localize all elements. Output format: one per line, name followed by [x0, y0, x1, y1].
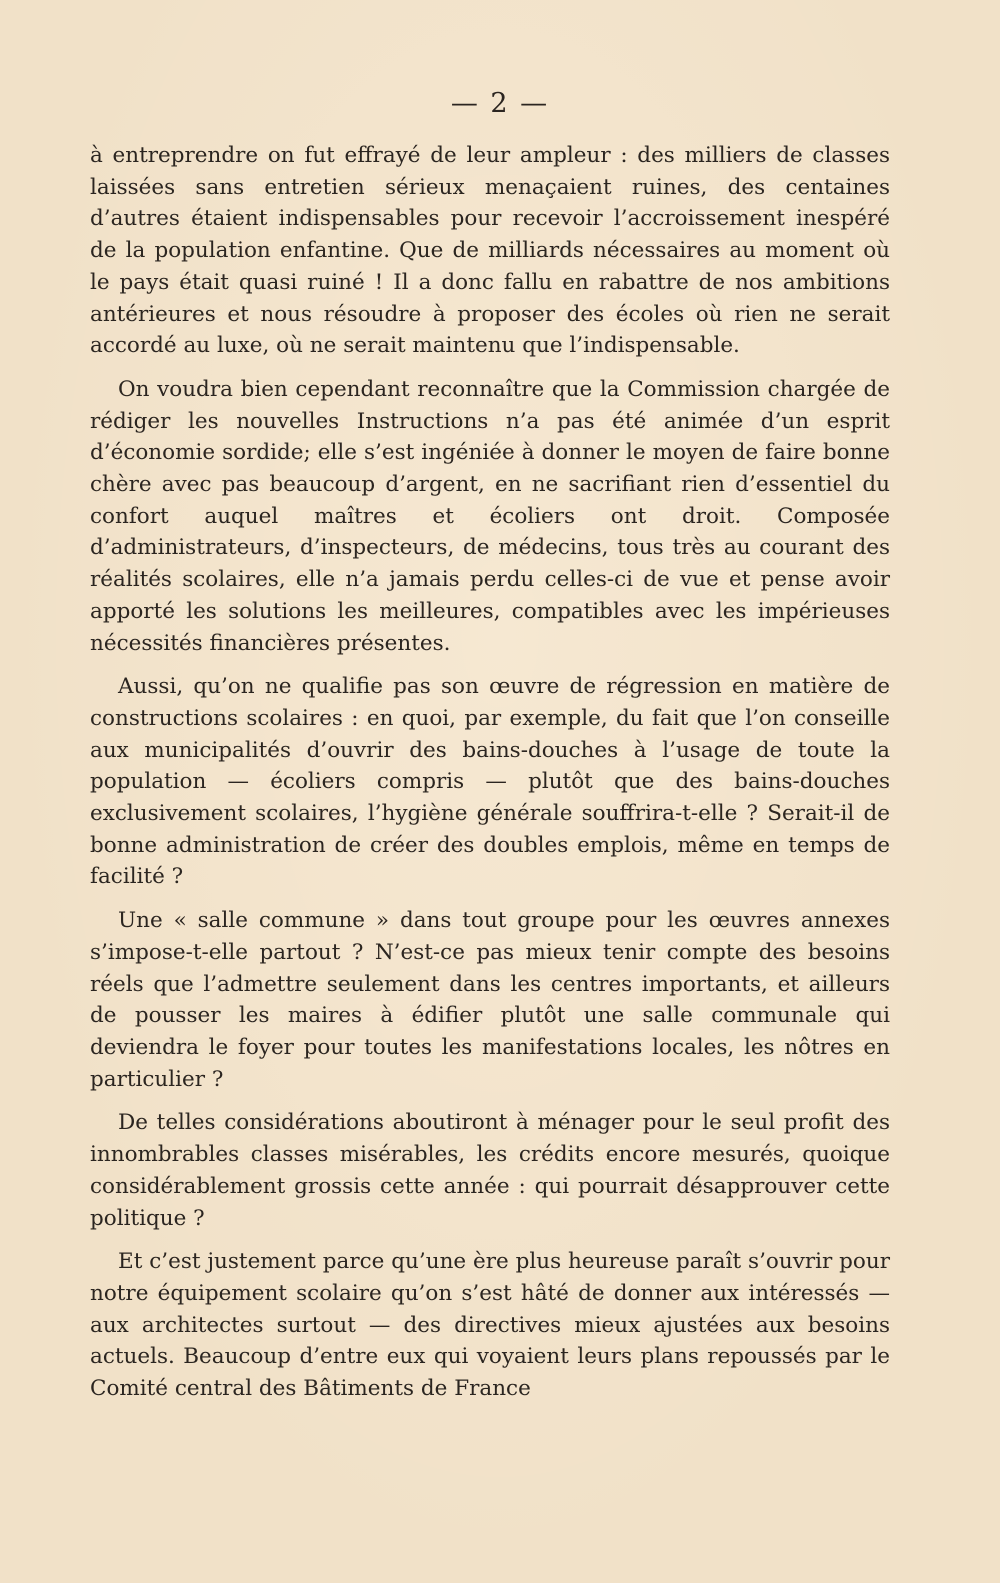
paragraph-3: Aussi, qu’on ne qualifie pas son œuvre de régression en matière de constructions scolaires : en quoi, par exemple, du fait que l’on conseille aux municipalités d’ouvrir des bains-douches à l’usage de toute la population — écoliers compris — plutôt que des bains-douches exclusivement scolaires, l’hygiène générale souffrira-t-elle ? Serait-il de bonne administration de créer des doubles emplois, même en temps de facilité ? [90, 674, 890, 890]
paragraph-1: à entreprendre on fut effrayé de leur ampleur : des milliers de classes laissées sans entretien sérieux menaçaient ruines, des centaines d’autres étaient indispensables pour recevoir l’accroissement inespéré de la population enfantine. Que de milliards nécessaires au moment où le pays était quasi ruiné ! Il a donc fallu en rabattre de nos ambitions antérieures et nous résoudre à proposer des écoles où rien ne serait accordé au luxe, où ne serait maintenu que l’indispensable. [90, 143, 890, 359]
paragraph-4: Une « salle commune » dans tout groupe pour les œuvres annexes s’impose-t-elle partout ? N’est-ce pas mieux tenir compte des besoins réels que l’admettre seulement dans les centres importants, et ailleurs de pousser les maires à édifier plutôt une salle communale qui deviendra le foyer pour toutes les manifestations locales, les nôtres en particulier ? [90, 908, 890, 1092]
page-number: — 2 — [450, 88, 550, 119]
paragraph-2: On voudra bien cependant reconnaître que la Commission chargée de rédiger les nouvelles Instructions n’a pas été animée d’un esprit d’économie sordide; elle s’est ingéniée à donner le moyen de faire bonne chère avec pas beaucoup d’argent, en ne sacrifiant rien d’essentiel du confort auquel maîtres et écoliers ont droit. Composée d’administrateurs, d’inspecteurs, de médecins, tous très au courant des réalités scolaires, elle n’a jamais perdu celles-ci de vue et pense avoir apporté les solutions les meilleures, compatibles avec les impérieuses nécessités financières présentes. [90, 376, 890, 656]
body-text [90, 140, 890, 1417]
paragraph-5: De telles considérations aboutiront à ménager pour le seul profit des innombrables classes misérables, les crédits encore mesurés, quoique considérablement grossis cette année : qui pourrait désapprouver cette politique ? [90, 1110, 890, 1231]
paragraph-6: Et c’est justement parce qu’une ère plus heureuse paraît s’ouvrir pour notre équipement scolaire qu’on s’est hâté de donner aux intéressés — aux architectes surtout — des directives mieux ajustées aux besoins actuels. Beaucoup d’entre eux qui voyaient leurs plans repoussés par le Comité central des Bâtiments de France [90, 1249, 890, 1402]
